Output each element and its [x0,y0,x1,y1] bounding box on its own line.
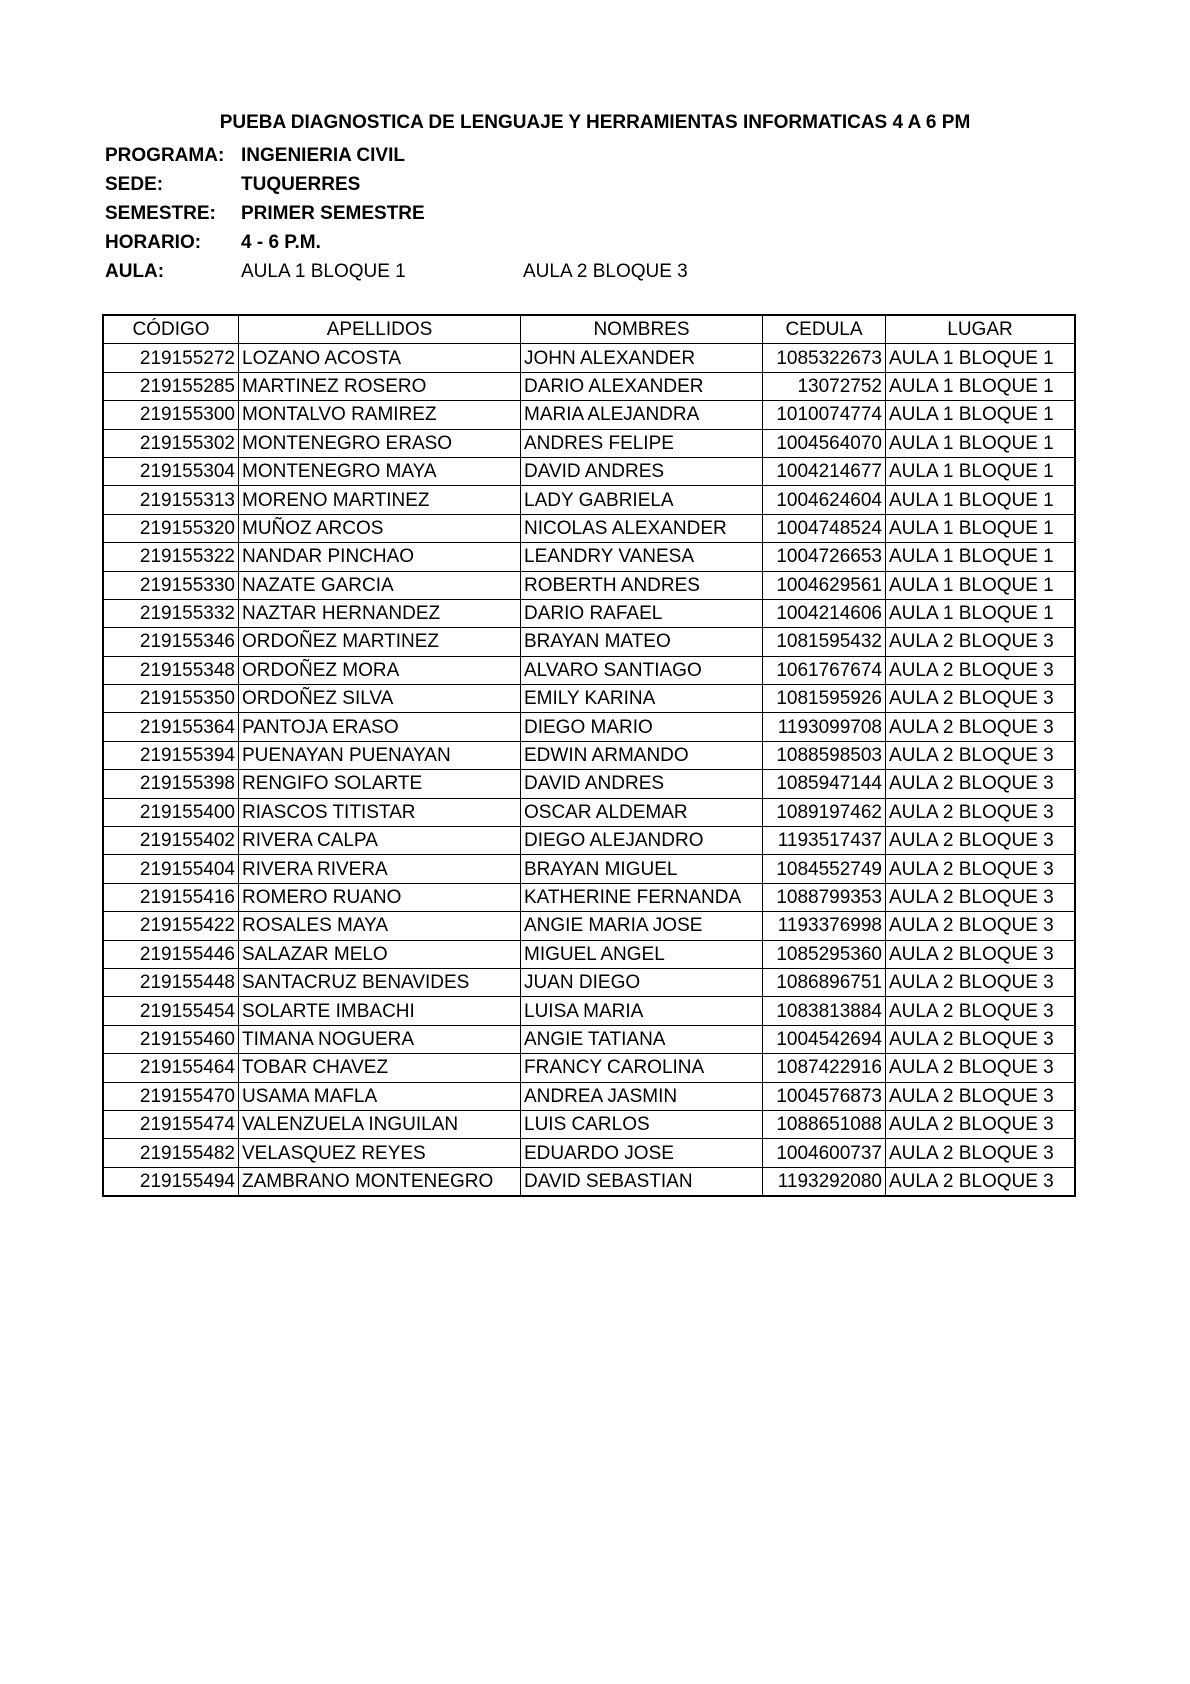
table-row [103,571,1075,599]
aula-label: AULA: [105,261,165,282]
cell-cedula: 1085947144 [763,770,886,798]
cell-codigo: 219155400 [103,798,239,826]
cell-lugar: AULA 2 BLOQUE 3 [886,1082,1076,1110]
cell-nombres: LEANDRY VANESA [521,543,763,571]
cell-codigo: 219155474 [103,1110,239,1138]
cell-codigo: 219155350 [103,685,239,713]
cell-cedula: 1004576873 [763,1082,886,1110]
cell-lugar: AULA 2 BLOQUE 3 [886,883,1076,911]
cell-apellidos: PUENAYAN PUENAYAN [239,741,521,769]
cell-apellidos: NAZTAR HERNANDEZ [239,599,521,627]
cell-lugar: AULA 1 BLOQUE 1 [886,571,1076,599]
cell-lugar: AULA 2 BLOQUE 3 [886,628,1076,656]
cell-codigo: 219155330 [103,571,239,599]
cell-lugar: AULA 1 BLOQUE 1 [886,486,1076,514]
cell-lugar: AULA 2 BLOQUE 3 [886,1025,1076,1053]
header-codigo: CÓDIGO [103,315,239,344]
cell-cedula: 1088799353 [763,883,886,911]
document-title: PUEBA DIAGNOSTICA DE LENGUAJE Y HERRAMIENTAS INFORMATICAS 4 A 6 PM [219,112,971,133]
cell-nombres: FRANCY CAROLINA [521,1054,763,1082]
cell-codigo: 219155464 [103,1054,239,1082]
cell-lugar: AULA 1 BLOQUE 1 [886,429,1076,457]
cell-lugar: AULA 2 BLOQUE 3 [886,912,1076,940]
cell-cedula: 1085322673 [763,344,886,372]
table-row [103,457,1075,485]
header-lugar: LUGAR [886,315,1076,344]
cell-codigo: 219155285 [103,372,239,400]
sede-value: TUQUERRES [241,174,361,195]
table-row [103,770,1075,798]
cell-cedula: 1193376998 [763,912,886,940]
cell-cedula: 1193099708 [763,713,886,741]
cell-lugar: AULA 2 BLOQUE 3 [886,855,1076,883]
table-row [103,1139,1075,1167]
cell-apellidos: NANDAR PINCHAO [239,543,521,571]
cell-apellidos: RENGIFO SOLARTE [239,770,521,798]
cell-apellidos: TOBAR CHAVEZ [239,1054,521,1082]
cell-apellidos: ORDOÑEZ MORA [239,656,521,684]
cell-codigo: 219155402 [103,827,239,855]
programa-value: INGENIERIA CIVIL [241,145,405,166]
programa-label: PROGRAMA: [105,145,225,166]
cell-nombres: EDUARDO JOSE [521,1139,763,1167]
table-row [103,543,1075,571]
table-body [103,344,1075,1196]
cell-apellidos: MUÑOZ ARCOS [239,514,521,542]
cell-cedula: 1004564070 [763,429,886,457]
cell-apellidos: RIVERA RIVERA [239,855,521,883]
cell-apellidos: MARTINEZ ROSERO [239,372,521,400]
header-nombres: NOMBRES [521,315,763,344]
cell-nombres: JUAN DIEGO [521,968,763,996]
cell-nombres: NICOLAS ALEXANDER [521,514,763,542]
cell-nombres: ANGIE TATIANA [521,1025,763,1053]
cell-cedula: 1004726653 [763,543,886,571]
cell-codigo: 219155304 [103,457,239,485]
cell-lugar: AULA 2 BLOQUE 3 [886,656,1076,684]
cell-lugar: AULA 1 BLOQUE 1 [886,372,1076,400]
cell-codigo: 219155320 [103,514,239,542]
cell-nombres: EDWIN ARMANDO [521,741,763,769]
cell-apellidos: VELASQUEZ REYES [239,1139,521,1167]
cell-nombres: DAVID ANDRES [521,457,763,485]
cell-lugar: AULA 2 BLOQUE 3 [886,685,1076,713]
cell-codigo: 219155313 [103,486,239,514]
cell-apellidos: PANTOJA ERASO [239,713,521,741]
cell-lugar: AULA 2 BLOQUE 3 [886,1110,1076,1138]
cell-cedula: 1083813884 [763,997,886,1025]
cell-apellidos: ORDOÑEZ MARTINEZ [239,628,521,656]
cell-codigo: 219155404 [103,855,239,883]
cell-cedula: 1193517437 [763,827,886,855]
table-row [103,798,1075,826]
cell-apellidos: ZAMBRANO MONTENEGRO [239,1167,521,1196]
cell-codigo: 219155346 [103,628,239,656]
table-row [103,883,1075,911]
cell-cedula: 1004214606 [763,599,886,627]
cell-nombres: MARIA ALEJANDRA [521,401,763,429]
cell-cedula: 1081595926 [763,685,886,713]
table-row [103,429,1075,457]
table-row [103,1025,1075,1053]
table-row [103,1054,1075,1082]
cell-lugar: AULA 2 BLOQUE 3 [886,1167,1076,1196]
table-row [103,1167,1075,1196]
table-header-row [103,315,1075,344]
cell-apellidos: SANTACRUZ BENAVIDES [239,968,521,996]
cell-nombres: LUISA MARIA [521,997,763,1025]
cell-nombres: DAVID ANDRES [521,770,763,798]
table-row [103,855,1075,883]
cell-lugar: AULA 1 BLOQUE 1 [886,543,1076,571]
cell-codigo: 219155446 [103,940,239,968]
table-row [103,968,1075,996]
cell-codigo: 219155272 [103,344,239,372]
cell-nombres: DAVID SEBASTIAN [521,1167,763,1196]
cell-codigo: 219155322 [103,543,239,571]
aula-value-2: AULA 2 BLOQUE 3 [523,261,688,282]
cell-nombres: ROBERTH ANDRES [521,571,763,599]
cell-codigo: 219155398 [103,770,239,798]
aula-value-1: AULA 1 BLOQUE 1 [241,261,406,282]
table-row [103,486,1075,514]
cell-apellidos: MONTENEGRO ERASO [239,429,521,457]
table-row [103,344,1075,372]
cell-cedula: 1004629561 [763,571,886,599]
cell-apellidos: ROMERO RUANO [239,883,521,911]
cell-cedula: 13072752 [763,372,886,400]
cell-codigo: 219155494 [103,1167,239,1196]
cell-nombres: DIEGO MARIO [521,713,763,741]
cell-apellidos: ROSALES MAYA [239,912,521,940]
cell-cedula: 1081595432 [763,628,886,656]
cell-apellidos: ORDOÑEZ SILVA [239,685,521,713]
table-row [103,401,1075,429]
cell-lugar: AULA 2 BLOQUE 3 [886,741,1076,769]
cell-nombres: DARIO ALEXANDER [521,372,763,400]
cell-cedula: 1085295360 [763,940,886,968]
cell-apellidos: TIMANA NOGUERA [239,1025,521,1053]
cell-apellidos: RIASCOS TITISTAR [239,798,521,826]
cell-lugar: AULA 1 BLOQUE 1 [886,514,1076,542]
table-row [103,372,1075,400]
cell-nombres: ANDREA JASMIN [521,1082,763,1110]
cell-lugar: AULA 2 BLOQUE 3 [886,997,1076,1025]
cell-nombres: LADY GABRIELA [521,486,763,514]
cell-cedula: 1193292080 [763,1167,886,1196]
cell-apellidos: USAMA MAFLA [239,1082,521,1110]
cell-cedula: 1004600737 [763,1139,886,1167]
cell-codigo: 219155448 [103,968,239,996]
cell-codigo: 219155454 [103,997,239,1025]
cell-codigo: 219155460 [103,1025,239,1053]
horario-value: 4 - 6 P.M. [241,232,321,253]
cell-codigo: 219155348 [103,656,239,684]
header-apellidos: APELLIDOS [239,315,521,344]
cell-apellidos: VALENZUELA INGUILAN [239,1110,521,1138]
cell-lugar: AULA 2 BLOQUE 3 [886,1054,1076,1082]
table-row [103,997,1075,1025]
table-row [103,685,1075,713]
table-row [103,656,1075,684]
cell-apellidos: SOLARTE IMBACHI [239,997,521,1025]
cell-nombres: ANDRES FELIPE [521,429,763,457]
cell-lugar: AULA 1 BLOQUE 1 [886,457,1076,485]
cell-nombres: ANGIE MARIA JOSE [521,912,763,940]
cell-cedula: 1084552749 [763,855,886,883]
cell-cedula: 1004748524 [763,514,886,542]
cell-nombres: EMILY KARINA [521,685,763,713]
students-table [102,314,1076,1197]
table-row [103,912,1075,940]
horario-label: HORARIO: [105,232,202,253]
cell-nombres: ALVARO SANTIAGO [521,656,763,684]
table-row [103,599,1075,627]
cell-codigo: 219155300 [103,401,239,429]
cell-cedula: 1088598503 [763,741,886,769]
cell-nombres: DARIO RAFAEL [521,599,763,627]
table-row [103,741,1075,769]
cell-cedula: 1088651088 [763,1110,886,1138]
cell-lugar: AULA 2 BLOQUE 3 [886,770,1076,798]
cell-codigo: 219155482 [103,1139,239,1167]
cell-apellidos: RIVERA CALPA [239,827,521,855]
cell-codigo: 219155470 [103,1082,239,1110]
table-row [103,1110,1075,1138]
header-cedula: CEDULA [763,315,886,344]
cell-apellidos: MONTALVO RAMIREZ [239,401,521,429]
cell-nombres: JOHN ALEXANDER [521,344,763,372]
cell-apellidos: MONTENEGRO MAYA [239,457,521,485]
cell-cedula: 1004542694 [763,1025,886,1053]
cell-nombres: OSCAR ALDEMAR [521,798,763,826]
cell-cedula: 1087422916 [763,1054,886,1082]
cell-nombres: DIEGO ALEJANDRO [521,827,763,855]
cell-codigo: 219155364 [103,713,239,741]
cell-lugar: AULA 2 BLOQUE 3 [886,940,1076,968]
semestre-label: SEMESTRE: [105,203,216,224]
cell-nombres: MIGUEL ANGEL [521,940,763,968]
cell-apellidos: LOZANO ACOSTA [239,344,521,372]
cell-cedula: 1086896751 [763,968,886,996]
table-row [103,827,1075,855]
table-row [103,713,1075,741]
cell-codigo: 219155332 [103,599,239,627]
table-row [103,1082,1075,1110]
cell-cedula: 1089197462 [763,798,886,826]
cell-lugar: AULA 1 BLOQUE 1 [886,344,1076,372]
semestre-value: PRIMER SEMESTRE [241,203,425,224]
table-row [103,628,1075,656]
cell-codigo: 219155394 [103,741,239,769]
cell-lugar: AULA 2 BLOQUE 3 [886,713,1076,741]
cell-nombres: KATHERINE FERNANDA [521,883,763,911]
cell-codigo: 219155422 [103,912,239,940]
cell-lugar: AULA 1 BLOQUE 1 [886,599,1076,627]
cell-apellidos: SALAZAR MELO [239,940,521,968]
cell-lugar: AULA 2 BLOQUE 3 [886,827,1076,855]
cell-lugar: AULA 2 BLOQUE 3 [886,798,1076,826]
table-row [103,940,1075,968]
cell-codigo: 219155416 [103,883,239,911]
cell-nombres: BRAYAN MATEO [521,628,763,656]
cell-cedula: 1004624604 [763,486,886,514]
table-row [103,514,1075,542]
cell-lugar: AULA 2 BLOQUE 3 [886,968,1076,996]
cell-cedula: 1004214677 [763,457,886,485]
cell-nombres: BRAYAN MIGUEL [521,855,763,883]
sede-label: SEDE: [105,174,164,195]
cell-lugar: AULA 2 BLOQUE 3 [886,1139,1076,1167]
cell-codigo: 219155302 [103,429,239,457]
cell-cedula: 1061767674 [763,656,886,684]
cell-apellidos: MORENO MARTINEZ [239,486,521,514]
cell-nombres: LUIS CARLOS [521,1110,763,1138]
cell-lugar: AULA 1 BLOQUE 1 [886,401,1076,429]
cell-apellidos: NAZATE GARCIA [239,571,521,599]
cell-cedula: 1010074774 [763,401,886,429]
